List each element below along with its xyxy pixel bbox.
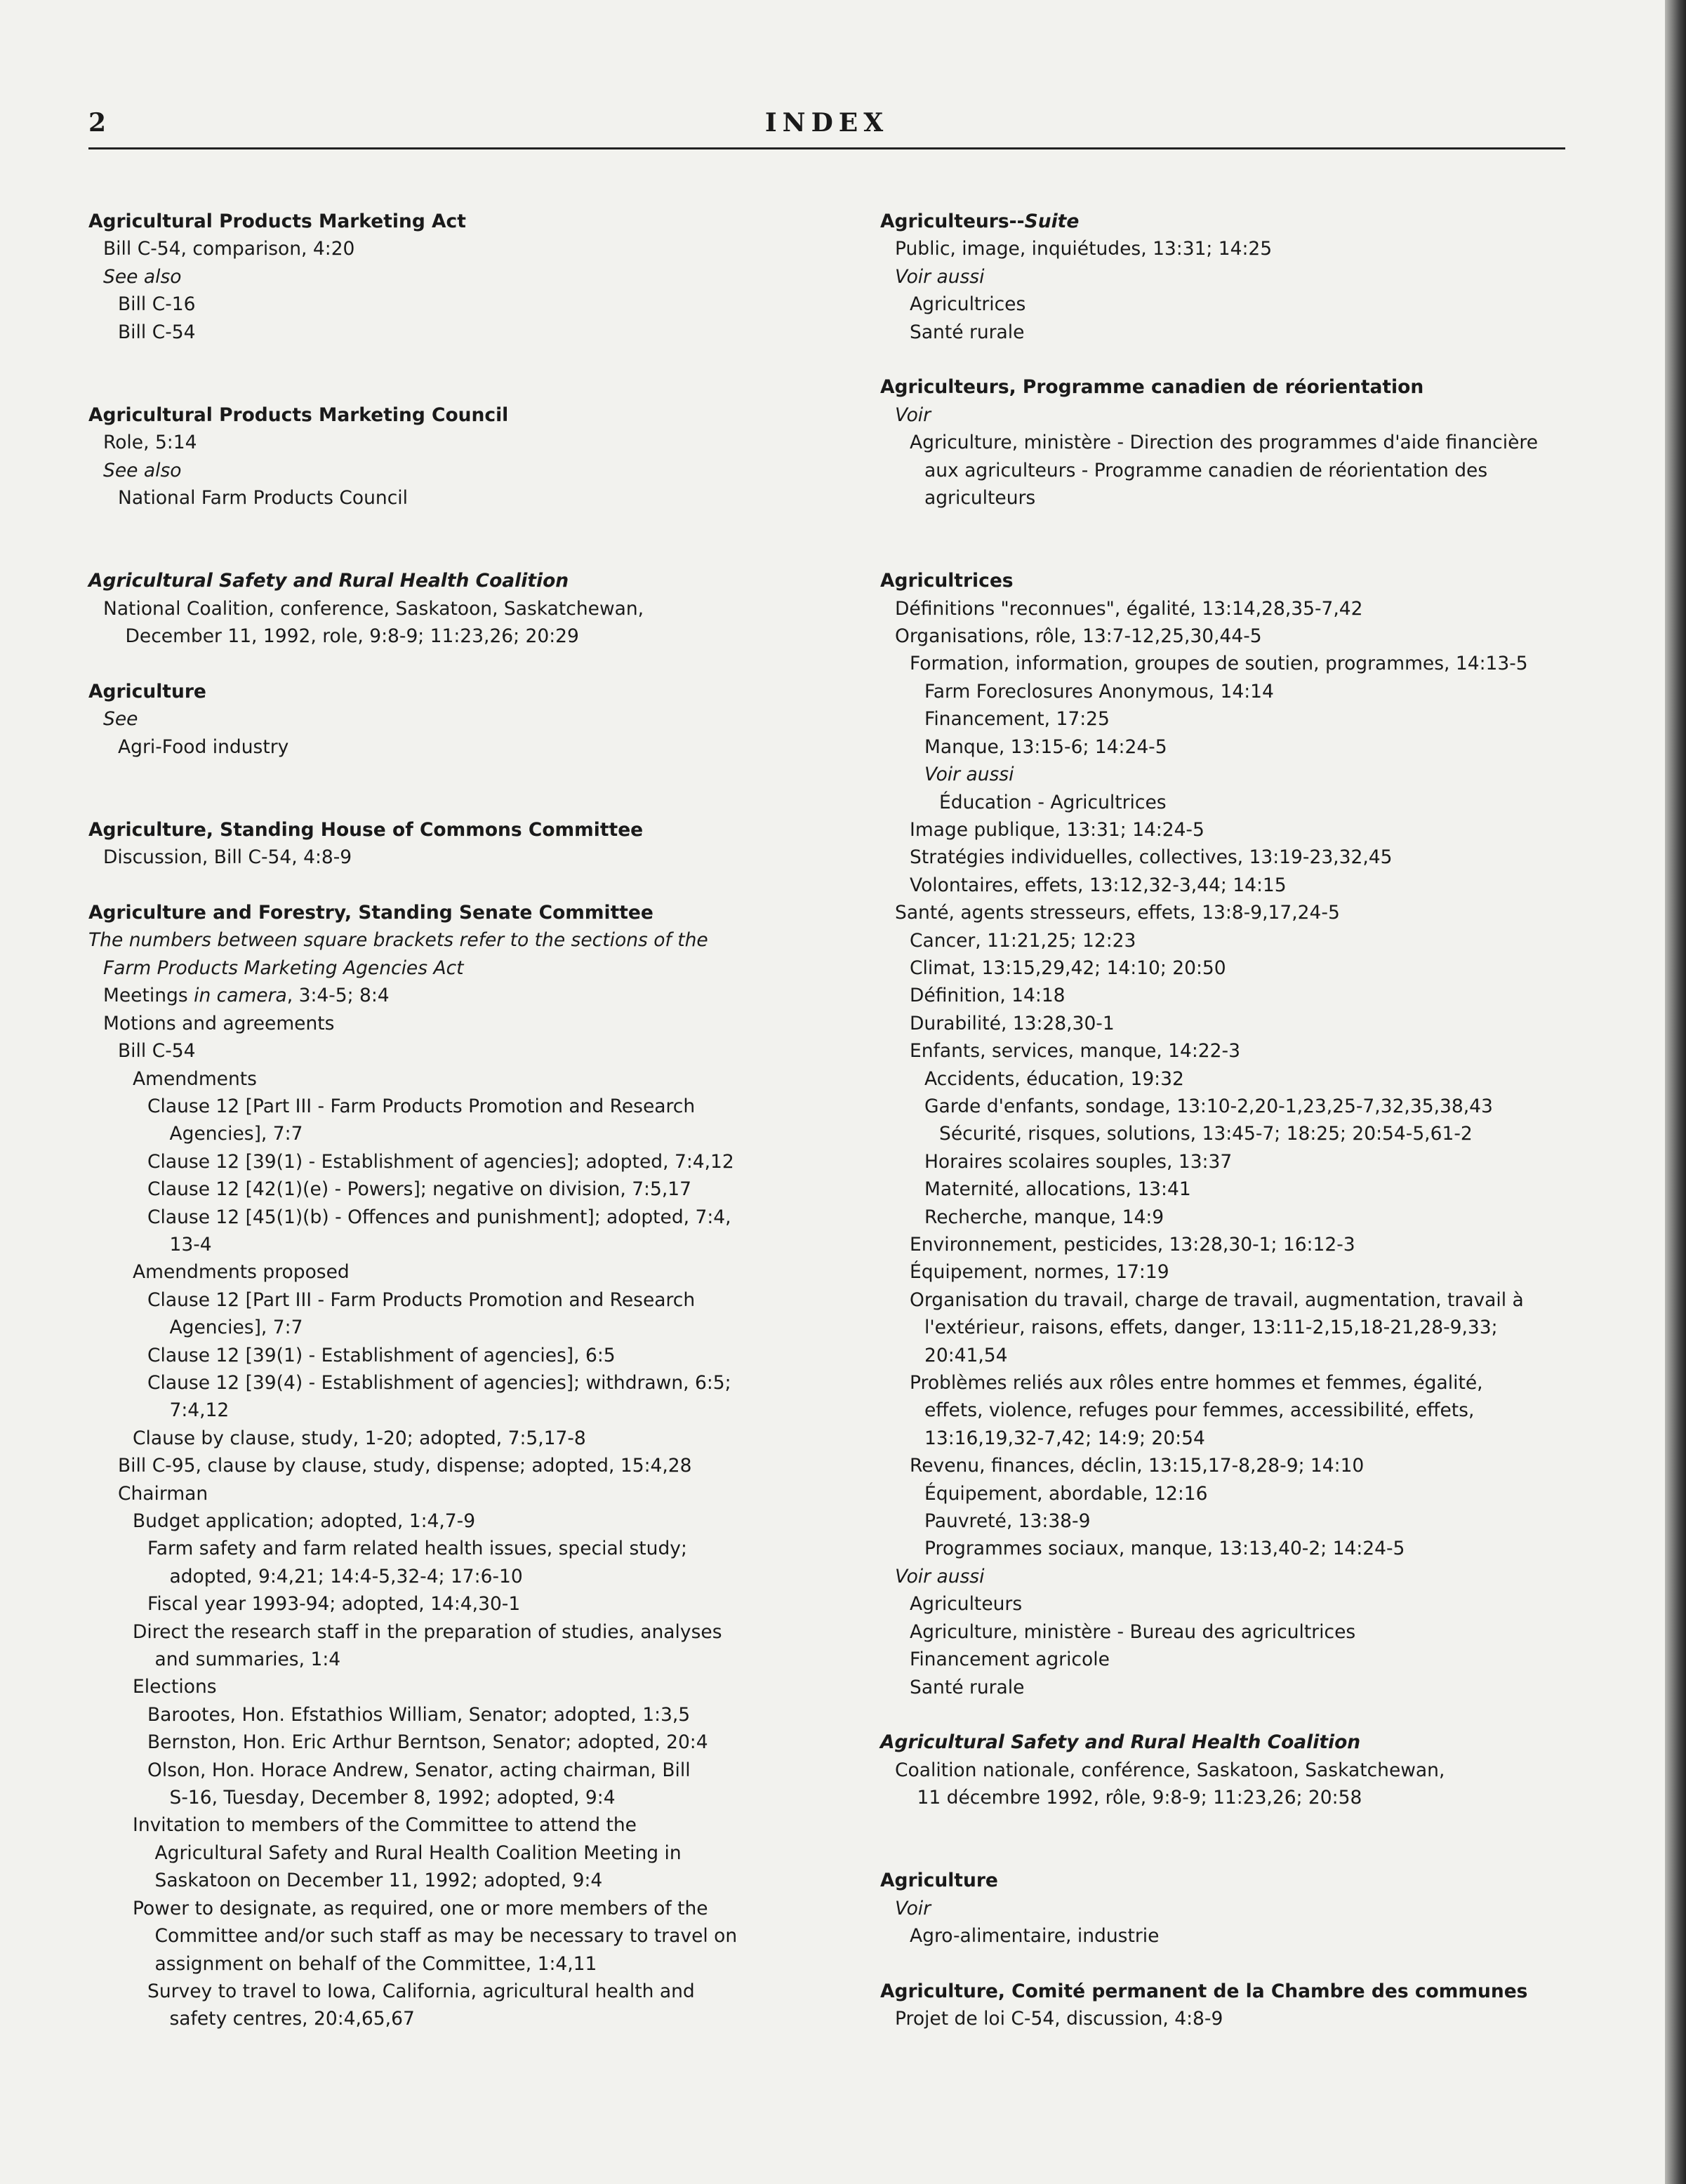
- entry-text: Clause 12 [39(1) - Establishment of agencies]; adopted, 7:4,12: [147, 1150, 734, 1173]
- entry-text: Elections: [133, 1676, 217, 1698]
- index-entry: [88, 1590, 868, 1618]
- entry-text: Power to designate, as required, one or more members of the: [133, 1897, 708, 1919]
- index-entry: [880, 595, 1596, 622]
- index-entry: [88, 1618, 868, 1646]
- entry-text: Santé rurale: [910, 1676, 1025, 1698]
- index-entry: [88, 1757, 868, 1784]
- entry-text: Chairman: [118, 1482, 208, 1505]
- index-entry: [880, 429, 1596, 456]
- entry-text: Santé rurale: [910, 321, 1025, 343]
- index-entry: [880, 1507, 1596, 1535]
- index-entry: [880, 1286, 1596, 1314]
- index-entry: [88, 982, 868, 1009]
- index-entry: [880, 1093, 1596, 1120]
- index-entry: [88, 1065, 868, 1093]
- entry-text: Voir aussi: [895, 1565, 985, 1587]
- entry-text: Éducation - Agricultrices: [939, 791, 1167, 813]
- index-entry: [88, 1507, 868, 1535]
- entry-text: Équipement, abordable, 12:16: [924, 1482, 1208, 1505]
- index-entry: [88, 1978, 868, 2005]
- index-entry: [880, 291, 1596, 318]
- entry-text: Saskatoon on December 11, 1992; adopted, 9:4: [154, 1870, 603, 1892]
- index-entry: [88, 1258, 868, 1286]
- index-heading: [880, 1729, 1596, 1756]
- entry-text: The numbers between square brackets refer to the sections of the: [88, 929, 708, 952]
- entry-text: Public, image, inquiétudes, 13:31; 14:25: [895, 238, 1273, 260]
- entry-text: Sécurité, risques, solutions, 13:45-7; 18:25; 20:54-5,61-2: [939, 1123, 1473, 1145]
- index-entry: [88, 1286, 868, 1314]
- index-entry: [88, 705, 868, 733]
- page-number: 2: [88, 108, 107, 138]
- entry-text: Coalition nationale, conférence, Saskatoon, Saskatchewan,: [895, 1759, 1445, 1781]
- entry-text: Agro-alimentaire, industrie: [910, 1925, 1160, 1947]
- index-entry: [880, 1563, 1596, 1590]
- index-entry: [880, 1784, 1596, 1811]
- index-entry: [88, 1922, 868, 1950]
- entry-text: l'extérieur, raisons, effets, danger, 13:11-2,15,18-21,28-9,33;: [924, 1317, 1498, 1339]
- entry-text: Horaires scolaires souples, 13:37: [924, 1150, 1233, 1173]
- entry-text: agriculteurs: [924, 487, 1036, 510]
- entry-text: safety centres, 20:4,65,67: [169, 2008, 415, 2030]
- entry-text: in camera: [194, 985, 287, 1007]
- entry-text: Agriculture, Comité permanent de la Chambre des communes: [880, 1980, 1528, 2002]
- index-entry: [880, 263, 1596, 291]
- entry-text: Environnement, pesticides, 13:28,30-1; 16:12-3: [910, 1234, 1355, 1256]
- entry-text: Clause 12 [39(1) - Establishment of agencies], 6:5: [147, 1344, 616, 1366]
- index-entry: [88, 1452, 868, 1479]
- index-entry: [88, 235, 868, 262]
- index-entry: [88, 1950, 868, 1978]
- index-entry: [88, 1342, 868, 1369]
- entry-text: See also: [103, 459, 182, 481]
- entry-text: Programmes sociaux, manque, 13:13,40-2; 14:24-5: [924, 1538, 1405, 1560]
- entry-text: Farm Foreclosures Anonymous, 14:14: [924, 680, 1274, 703]
- index-entry: [880, 1314, 1596, 1341]
- entry-text: Agriculture and Forestry, Standing Senate Committee: [88, 902, 653, 924]
- entry-text: Clause 12 [Part III - Farm Products Promotion and Research: [147, 1095, 696, 1117]
- entry-text: Role, 5:14: [103, 432, 197, 454]
- index-entry: [880, 927, 1596, 954]
- entry-text: Agencies], 7:7: [169, 1123, 303, 1145]
- entry-text: Voir: [895, 1897, 931, 1919]
- index-entry: [88, 954, 868, 982]
- entry-text: Survey to travel to Iowa, California, agricultural health and: [147, 1980, 695, 2002]
- entry-text: Agricultural Safety and Rural Health Coalition: [880, 1731, 1361, 1754]
- index-entry: [88, 844, 868, 871]
- entry-text: Projet de loi C-54, discussion, 4:8-9: [895, 2008, 1223, 2030]
- index-heading: [88, 567, 868, 594]
- entry-text: Bernston, Hon. Eric Arthur Berntson, Senator; adopted, 20:4: [147, 1731, 708, 1754]
- entry-text: Clause 12 [42(1)(e) - Powers]; negative on division, 7:5,17: [147, 1178, 691, 1201]
- entry-text: Agricultural Safety and Rural Health Coalition Meeting in: [154, 1842, 682, 1864]
- entry-text: Voir aussi: [895, 265, 985, 288]
- index-entry: [880, 1176, 1596, 1203]
- index-entry: [880, 1397, 1596, 1424]
- index-entry: [880, 816, 1596, 844]
- entry-text: Maternité, allocations, 13:41: [924, 1178, 1191, 1201]
- entry-text: 20:41,54: [924, 1344, 1008, 1366]
- index-entry: [880, 1757, 1596, 1784]
- index-heading: [88, 401, 868, 429]
- index-entry: [880, 1535, 1596, 1562]
- entry-text: Organisations, rôle, 13:7-12,25,30,44-5: [895, 625, 1262, 648]
- index-entry: [88, 1867, 868, 1894]
- index-entry: [880, 1258, 1596, 1286]
- entry-text: Invitation to members of the Committee to attend the: [133, 1814, 637, 1837]
- entry-text: Bill C-16: [118, 293, 196, 316]
- entry-text: December 11, 1992, role, 9:8-9; 11:23,26; 20:29: [125, 625, 579, 648]
- entry-text: Santé, agents stresseurs, effets, 13:8-9,17,24-5: [895, 902, 1340, 924]
- index-entry: [88, 1701, 868, 1729]
- entry-text: Cancer, 11:21,25; 12:23: [910, 929, 1136, 952]
- entry-text: Amendments proposed: [133, 1261, 350, 1284]
- index-entry: [88, 1369, 868, 1397]
- index-heading: [88, 208, 868, 235]
- entry-text: Farm Products Marketing Agencies Act: [103, 957, 464, 979]
- index-entry: [880, 705, 1596, 733]
- index-entry: [880, 954, 1596, 982]
- entry-text: 13-4: [169, 1233, 212, 1256]
- entry-text: Committee and/or such staff as may be necessary to travel on: [154, 1925, 738, 1947]
- entry-text: effets, violence, refuges pour femmes, accessibilité, effets,: [924, 1399, 1475, 1422]
- index-entry: [88, 1563, 868, 1590]
- index-heading: [880, 208, 1596, 235]
- index-entry: [88, 622, 868, 650]
- page-edge-shadow: [1665, 0, 1686, 2184]
- index-entry: [88, 1120, 868, 1147]
- index-entry: [880, 733, 1596, 761]
- entry-text: Clause 12 [Part III - Farm Products Promotion and Research: [147, 1289, 696, 1311]
- entry-text: Garde d'enfants, sondage, 13:10-2,20-1,23,25-7,32,35,38,43: [924, 1095, 1493, 1117]
- index-heading: [880, 1978, 1596, 2005]
- index-heading: [880, 373, 1596, 401]
- entry-text: Stratégies individuelles, collectives, 13:19-23,32,45: [910, 846, 1393, 869]
- index-entry: [880, 1618, 1596, 1646]
- index-entry: [880, 1065, 1596, 1093]
- index-entry: [88, 1811, 868, 1839]
- entry-text: Financement, 17:25: [924, 708, 1110, 731]
- entry-text: Agricultural Safety and Rural Health Coalition: [88, 570, 569, 592]
- index-entry: [88, 1729, 868, 1756]
- index-entry: [880, 1646, 1596, 1673]
- entry-text: Agricultural Products Marketing Council: [88, 404, 509, 426]
- entry-text: Agri-Food industry: [118, 735, 289, 758]
- index-heading: [88, 816, 868, 844]
- entry-text: 13:16,19,32-7,42; 14:9; 20:54: [924, 1427, 1205, 1449]
- index-entry: [880, 844, 1596, 871]
- entry-text: Recherche, manque, 14:9: [924, 1206, 1164, 1228]
- index-entry: [880, 761, 1596, 788]
- entry-text: Amendments: [133, 1067, 257, 1090]
- entry-text: Agricultural Products Marketing Act: [88, 211, 466, 232]
- index-entry: [880, 1674, 1596, 1701]
- index-entry: [88, 1535, 868, 1562]
- index-entry: [88, 319, 868, 346]
- entry-text: adopted, 9:4,21; 14:4-5,32-4; 17:6-10: [169, 1565, 523, 1587]
- entry-text: Agricultrices: [880, 570, 1014, 592]
- index-entry: [880, 2005, 1596, 2032]
- entry-text: Agriculteurs--: [880, 211, 1025, 232]
- index-entry: [880, 1037, 1596, 1065]
- index-entry: [880, 1425, 1596, 1452]
- entry-text: Direct the research staff in the preparation of studies, analyses: [133, 1620, 722, 1643]
- index-entry: [880, 789, 1596, 816]
- index-entry: [88, 2005, 868, 2032]
- index-entry: [880, 899, 1596, 926]
- index-entry: [880, 1148, 1596, 1176]
- entry-text: Image publique, 13:31; 14:24-5: [910, 818, 1204, 841]
- entry-text: and summaries, 1:4: [154, 1649, 341, 1671]
- entry-text: Barootes, Hon. Efstathios William, Senator; adopted, 1:3,5: [147, 1703, 691, 1726]
- index-heading: [88, 926, 868, 954]
- entry-text: Pauvreté, 13:38-9: [924, 1510, 1091, 1533]
- entry-text: Clause 12 [45(1)(b) - Offences and punishment]; adopted, 7:4,: [147, 1206, 731, 1228]
- index-entry: [88, 1204, 868, 1231]
- entry-text: , 3:4-5; 8:4: [286, 985, 390, 1007]
- index-entry: [880, 1922, 1596, 1950]
- index-entry: [88, 1425, 868, 1452]
- index-entry: [88, 1148, 868, 1176]
- left-column: [88, 208, 868, 2033]
- index-entry: [88, 1646, 868, 1673]
- entry-text: Formation, information, groupes de soutien, programmes, 14:13-5: [910, 653, 1528, 675]
- entry-text: Agriculture, ministère - Bureau des agricultrices: [910, 1620, 1356, 1643]
- index-entry: [880, 650, 1596, 677]
- entry-text: Bill C-54: [118, 1040, 196, 1063]
- page-header: [88, 105, 1565, 149]
- index-entry: [880, 484, 1596, 512]
- entry-text: Définition, 14:18: [910, 985, 1066, 1007]
- entry-text: Agencies], 7:7: [169, 1317, 303, 1339]
- entry-text: Voir: [895, 404, 931, 426]
- running-head: INDEX: [764, 108, 889, 138]
- entry-text: Définitions "reconnues", égalité, 13:14,28,35-7,42: [895, 597, 1363, 620]
- entry-text: Bill C-95, clause by clause, study, dispense; adopted, 15:4,28: [118, 1455, 692, 1477]
- index-entry: [88, 1673, 868, 1700]
- entry-text: See also: [103, 265, 182, 288]
- entry-text: Accidents, éducation, 19:32: [924, 1067, 1184, 1090]
- entry-text: Problèmes reliés aux rôles entre hommes et femmes, égalité,: [910, 1372, 1483, 1394]
- entry-text: Durabilité, 13:28,30-1: [910, 1012, 1115, 1034]
- index-heading: [880, 1867, 1596, 1894]
- entry-text: Voir aussi: [924, 764, 1014, 786]
- entry-text: 7:4,12: [169, 1399, 230, 1422]
- index-entry: [880, 235, 1596, 262]
- index-entry: [88, 1895, 868, 1922]
- entry-text: 11 décembre 1992, rôle, 9:8-9; 11:23,26; 20:58: [917, 1787, 1362, 1809]
- entry-text: Organisation du travail, charge de travail, augmentation, travail à: [910, 1289, 1524, 1311]
- index-heading: [88, 899, 868, 926]
- entry-text: Revenu, finances, déclin, 13:15,17-8,28-9; 14:10: [910, 1455, 1365, 1477]
- entry-text: Clause by clause, study, 1-20; adopted, 7:5,17-8: [133, 1427, 586, 1449]
- entry-text: assignment on behalf of the Committee, 1:4,11: [154, 1952, 597, 1975]
- index-entry: [880, 872, 1596, 899]
- index-heading: [88, 678, 868, 705]
- index-entry: [880, 1342, 1596, 1369]
- entry-text: Équipement, normes, 17:19: [910, 1261, 1169, 1284]
- index-entry: [88, 733, 868, 761]
- index-entry: [88, 263, 868, 291]
- entry-text: Agriculture, ministère - Direction des programmes d'aide financière: [910, 432, 1539, 454]
- index-entry: [88, 1480, 868, 1507]
- index-entry: [88, 1397, 868, 1424]
- entry-text: Financement agricole: [910, 1649, 1110, 1671]
- index-entry: [880, 1590, 1596, 1618]
- index-entry: [880, 1204, 1596, 1231]
- entry-text: Manque, 13:15-6; 14:24-5: [924, 735, 1167, 758]
- index-entry: [88, 595, 868, 622]
- entry-text: National Farm Products Council: [118, 487, 409, 510]
- entry-text: Budget application; adopted, 1:4,7-9: [133, 1510, 476, 1533]
- index-entry: [880, 457, 1596, 484]
- index-entry: [88, 1037, 868, 1065]
- index-entry: [880, 319, 1596, 346]
- index-entry: [880, 401, 1596, 429]
- index-entry: [88, 429, 868, 456]
- index-entry: [880, 678, 1596, 705]
- entry-text: Bill C-54, comparison, 4:20: [103, 238, 355, 260]
- entry-text: Agriculture: [880, 1870, 998, 1892]
- entry-text: See: [103, 708, 138, 731]
- entry-text: Agriculteurs: [910, 1593, 1023, 1616]
- index-entry: [880, 1452, 1596, 1479]
- entry-text: Olson, Hon. Horace Andrew, Senator, acting chairman, Bill: [147, 1759, 691, 1781]
- index-entry: [88, 1839, 868, 1867]
- index-entry: [88, 1231, 868, 1258]
- index-entry: [88, 484, 868, 512]
- entry-text: Climat, 13:15,29,42; 14:10; 20:50: [910, 957, 1226, 979]
- entry-text: S-16, Tuesday, December 8, 1992; adopted, 9:4: [169, 1787, 616, 1809]
- entry-text: Agriculteurs, Programme canadien de réorientation: [880, 376, 1424, 399]
- index-entry: [880, 1120, 1596, 1147]
- entry-text: Discussion, Bill C-54, 4:8-9: [103, 846, 352, 869]
- index-entry: [880, 982, 1596, 1009]
- entry-text: aux agriculteurs - Programme canadien de réorientation des: [924, 459, 1488, 481]
- entry-text: Agriculture: [88, 680, 206, 703]
- entry-text: Volontaires, effets, 13:12,32-3,44; 14:15: [910, 874, 1287, 896]
- index-entry: [88, 1176, 868, 1203]
- entry-text: Suite: [1024, 211, 1080, 232]
- index-heading: [880, 567, 1596, 594]
- entry-text: Clause 12 [39(4) - Establishment of agencies]; withdrawn, 6:5;: [147, 1371, 731, 1394]
- index-entry: [88, 1093, 868, 1120]
- right-column: [880, 208, 1596, 2033]
- entry-text: Agriculture, Standing House of Commons Committee: [88, 818, 644, 841]
- index-entry: [88, 1314, 868, 1341]
- index-entry: [88, 457, 868, 484]
- index-entry: [880, 1895, 1596, 1922]
- entry-text: National Coalition, conference, Saskatoon, Saskatchewan,: [103, 597, 644, 620]
- index-entry: [88, 1784, 868, 1811]
- entry-text: Meetings: [103, 985, 194, 1007]
- entry-text: Farm safety and farm related health issues, special study;: [147, 1538, 687, 1560]
- index-entry: [880, 1010, 1596, 1037]
- entry-text: Agricultrices: [910, 293, 1026, 316]
- index-entry: [880, 1231, 1596, 1258]
- entry-text: Bill C-54: [118, 321, 196, 343]
- index-entry: [880, 622, 1596, 650]
- index-entry: [88, 1010, 868, 1037]
- entry-text: Fiscal year 1993-94; adopted, 14:4,30-1: [147, 1593, 521, 1616]
- index-entry: [88, 291, 868, 318]
- entry-text: Motions and agreements: [103, 1012, 335, 1034]
- index-entry: [880, 1369, 1596, 1397]
- index-entry: [880, 1480, 1596, 1507]
- entry-text: Enfants, services, manque, 14:22-3: [910, 1040, 1240, 1063]
